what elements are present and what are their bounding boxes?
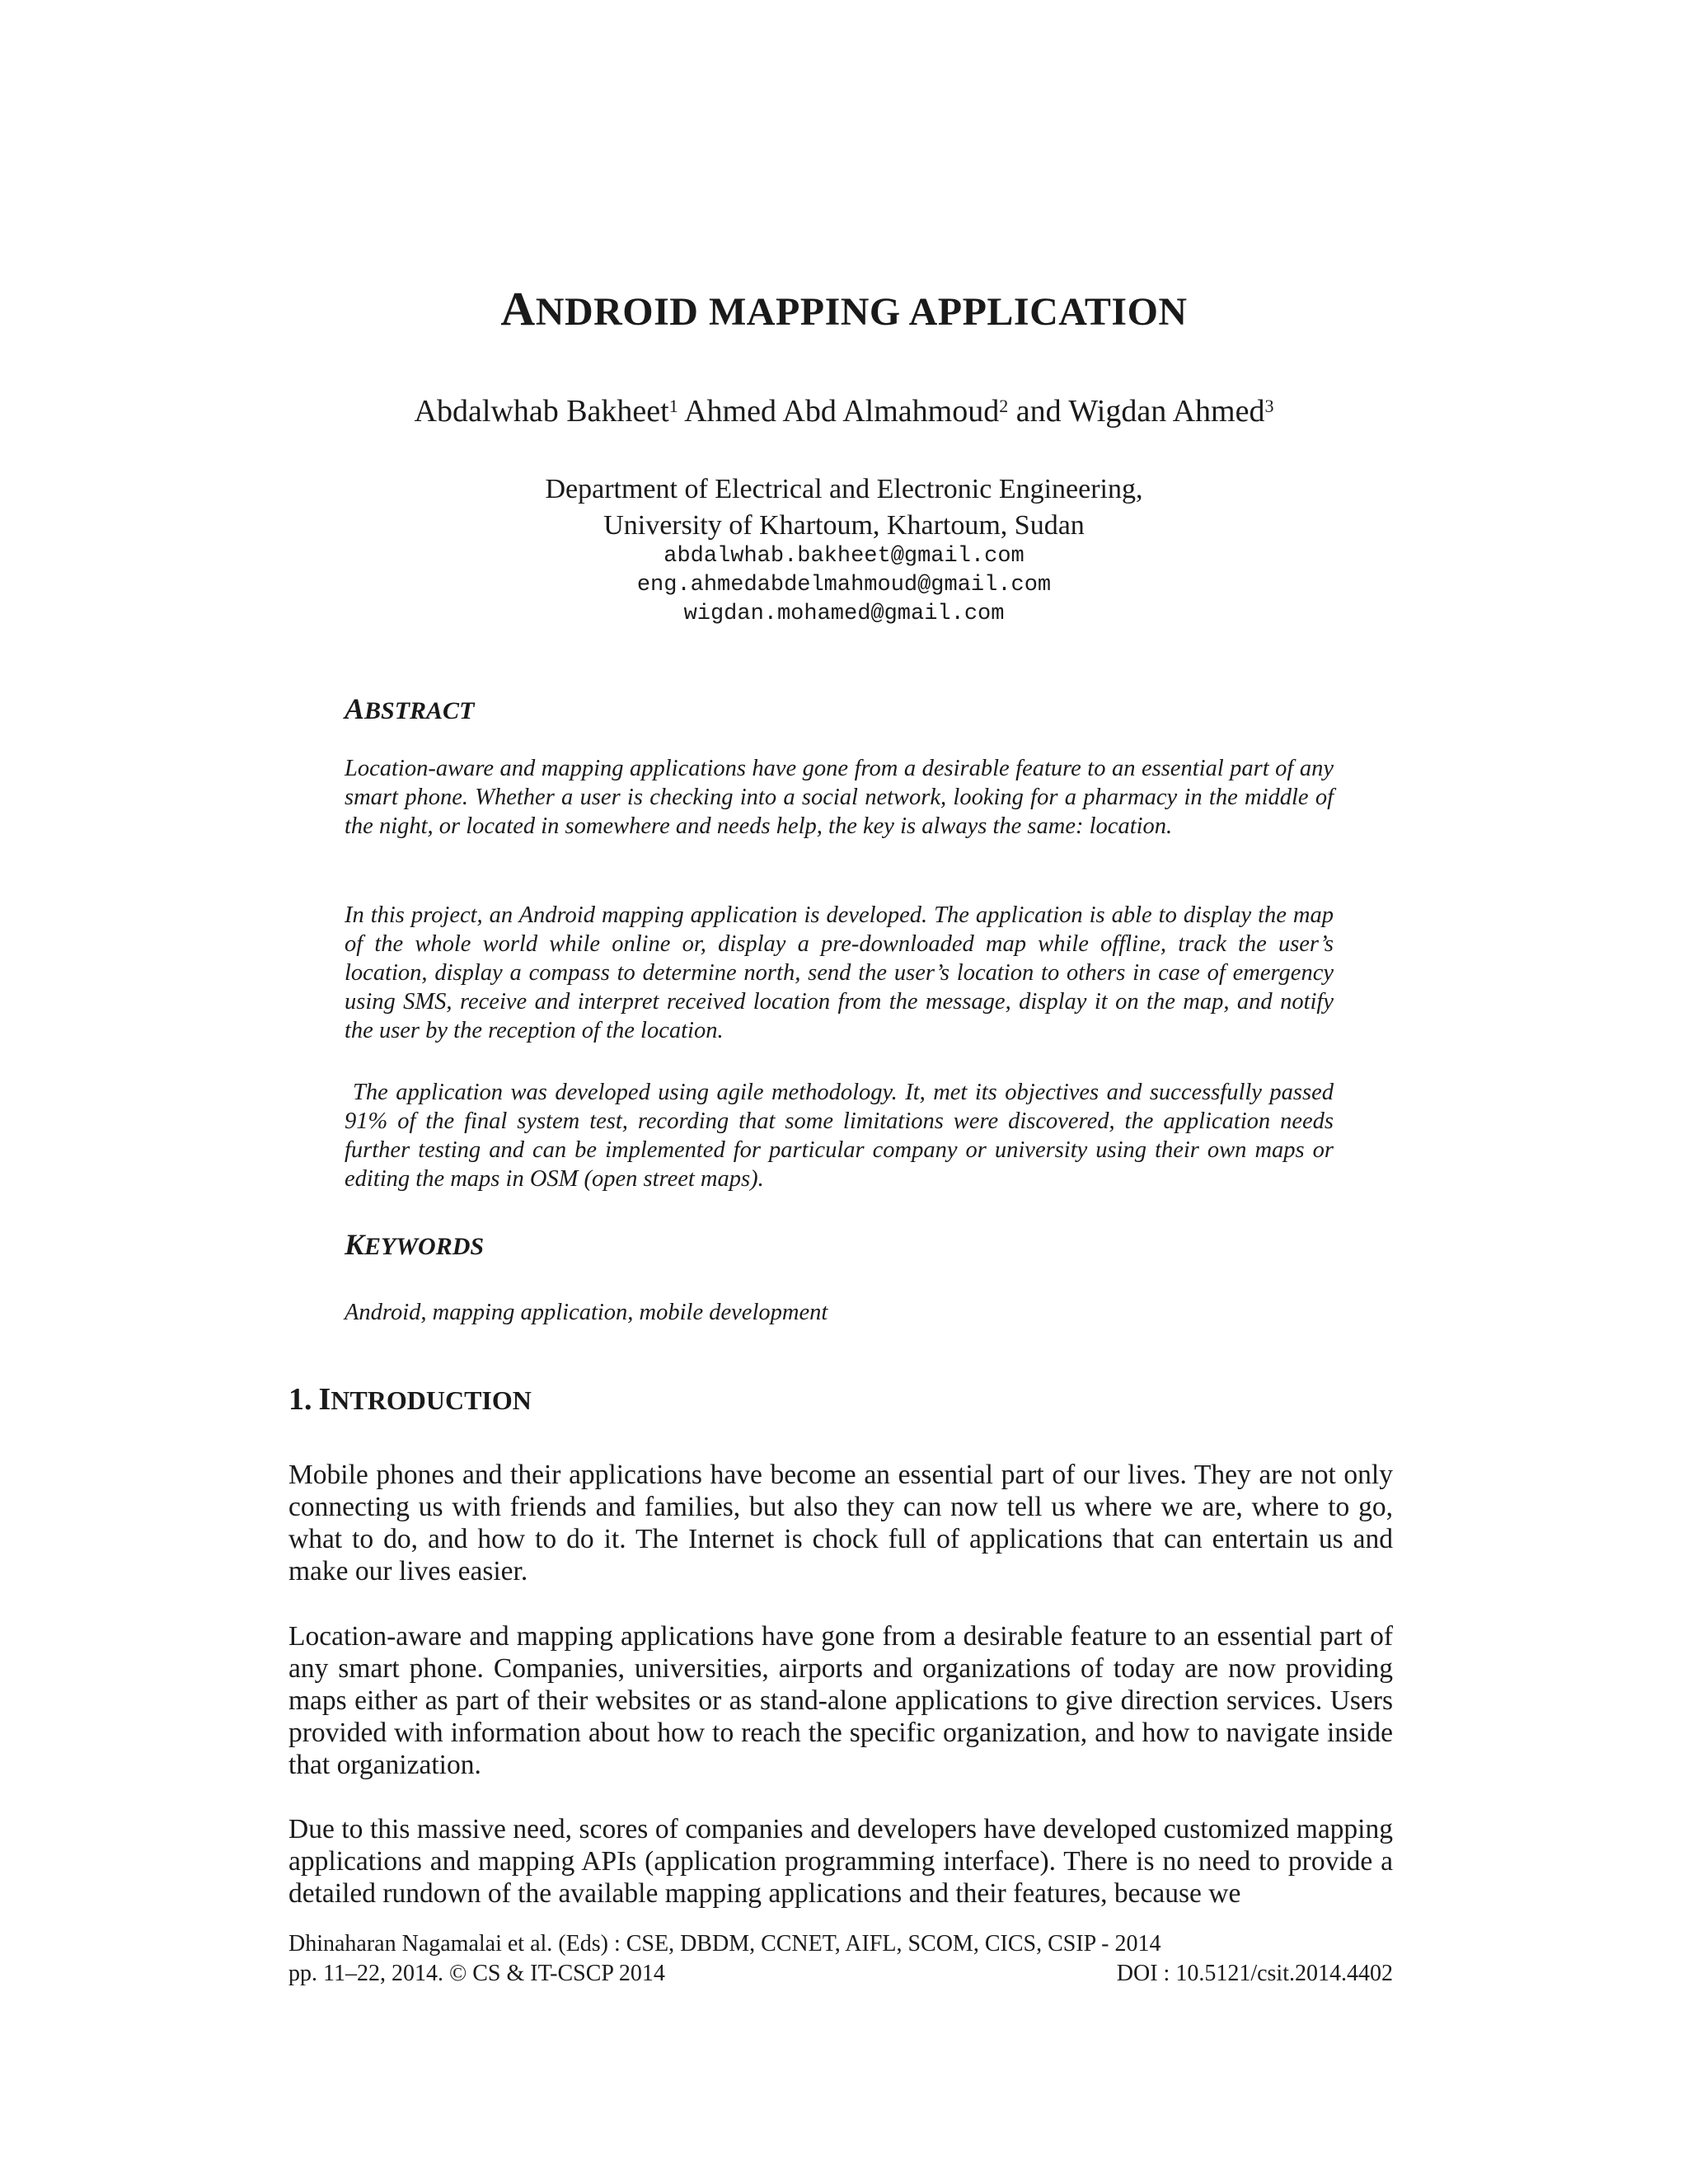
email-address[interactable]: eng.ahmedabdelmahmoud@gmail.com	[636, 573, 1052, 598]
author-list	[0, 391, 1688, 432]
author-name: Ahmed Abd Almahmoud	[684, 394, 1000, 429]
abstract-heading-rest: BSTRACT	[364, 697, 475, 724]
email-address[interactable]: abdalwhab.bakheet@gmail.com	[663, 544, 1025, 569]
keywords-heading	[345, 1228, 484, 1263]
abstract-heading-initial: A	[345, 692, 365, 725]
email-address[interactable]: wigdan.mohamed@gmail.com	[683, 602, 1005, 626]
body-paragraph: Location-aware and mapping applications have gone from a desirable feature to an essential part of any smart phone. Companies, universities, airports and organizations of today are now providing maps either as part of their websites or as stand-alone applications to give direction services. Users provided with information about how to reach the specific organization, and how to navigate inside that organization.	[288, 1621, 1393, 1780]
title-initial: A	[500, 282, 536, 335]
body-paragraph: Mobile phones and their applications have become an essential part of our lives. They are not only connecting us with friends and families, but also they can now tell us where we are, where to go, what to do, and how to do it. The Internet is chock full of applications that can entertain us and make our lives easier.	[288, 1460, 1393, 1586]
author-affiliation-mark: 3	[1264, 396, 1274, 416]
footer-proceedings: Dhinaharan Nagamalai et al. (Eds) : CSE, DBDM, CCNET, AIFL, SCOM, CICS, CSIP - 2014	[288, 1931, 1161, 1957]
authors-conjunction: and	[1015, 394, 1062, 429]
author-name: Wigdan Ahmed	[1068, 394, 1265, 429]
introduction-heading-initial: I	[318, 1382, 331, 1417]
title-rest: NDROID MAPPING APPLICATION	[535, 290, 1188, 334]
introduction-heading-rest: NTRODUCTION	[331, 1385, 532, 1415]
body-paragraph: Due to this massive need, scores of companies and developers have developed customized mapping applications and mapping APIs (application programming interface). There is no need to provide a detailed rundown of the available mapping applications and their features, because we	[288, 1814, 1393, 1909]
keywords-text: Android, mapping application, mobile development	[345, 1300, 828, 1325]
section-number: 1.	[288, 1382, 312, 1417]
author-affiliation-mark: 2	[999, 396, 1009, 416]
abstract-heading	[345, 692, 474, 728]
abstract-paragraph: Location-aware and mapping applications have gone from a desirable feature to an essential part of any smart phone. Whether a user is checking into a social network, looking for a pharmacy in the middle of the night, or located in somewhere and needs help, the key is always the same: location.	[345, 756, 1334, 839]
footer-pages: pp. 11–22, 2014. © CS & IT-CSCP 2014	[288, 1961, 665, 1986]
affiliation-line: University of Khartoum, Khartoum, Sudan	[603, 510, 1085, 541]
keywords-heading-initial: K	[345, 1228, 365, 1261]
keywords-heading-rest: EYWORDS	[364, 1233, 485, 1260]
author-affiliation-mark: 1	[668, 396, 678, 416]
paper-title	[0, 284, 1688, 337]
affiliation-line: Department of Electrical and Electronic Engineering,	[545, 474, 1143, 504]
email-list	[0, 542, 1688, 629]
abstract-paragraph: The application was developed using agile methodology. It, met its objectives and successfully passed 91% of the final system test, recording that some limitations were discovered, the application needs further testing and can be implemented for particular company or university using their own maps or editing the maps in OSM (open street maps).	[345, 1080, 1334, 1192]
introduction-heading	[288, 1381, 532, 1418]
abstract-paragraph: In this project, an Android mapping application is developed. The application is able to display the map of the whole world while online or, display a pre-downloaded map while offline, track the user’s location, display a compass to determine north, send the user’s location to others in case of emergency using SMS, receive and interpret received location from the message, display it on the map, and notify the user by the reception of the location.	[345, 902, 1334, 1043]
affiliation	[0, 471, 1688, 544]
author-name: Abdalwhab Bakheet	[414, 394, 669, 429]
footer-doi[interactable]: DOI : 10.5121/csit.2014.4402	[1116, 1961, 1393, 1986]
